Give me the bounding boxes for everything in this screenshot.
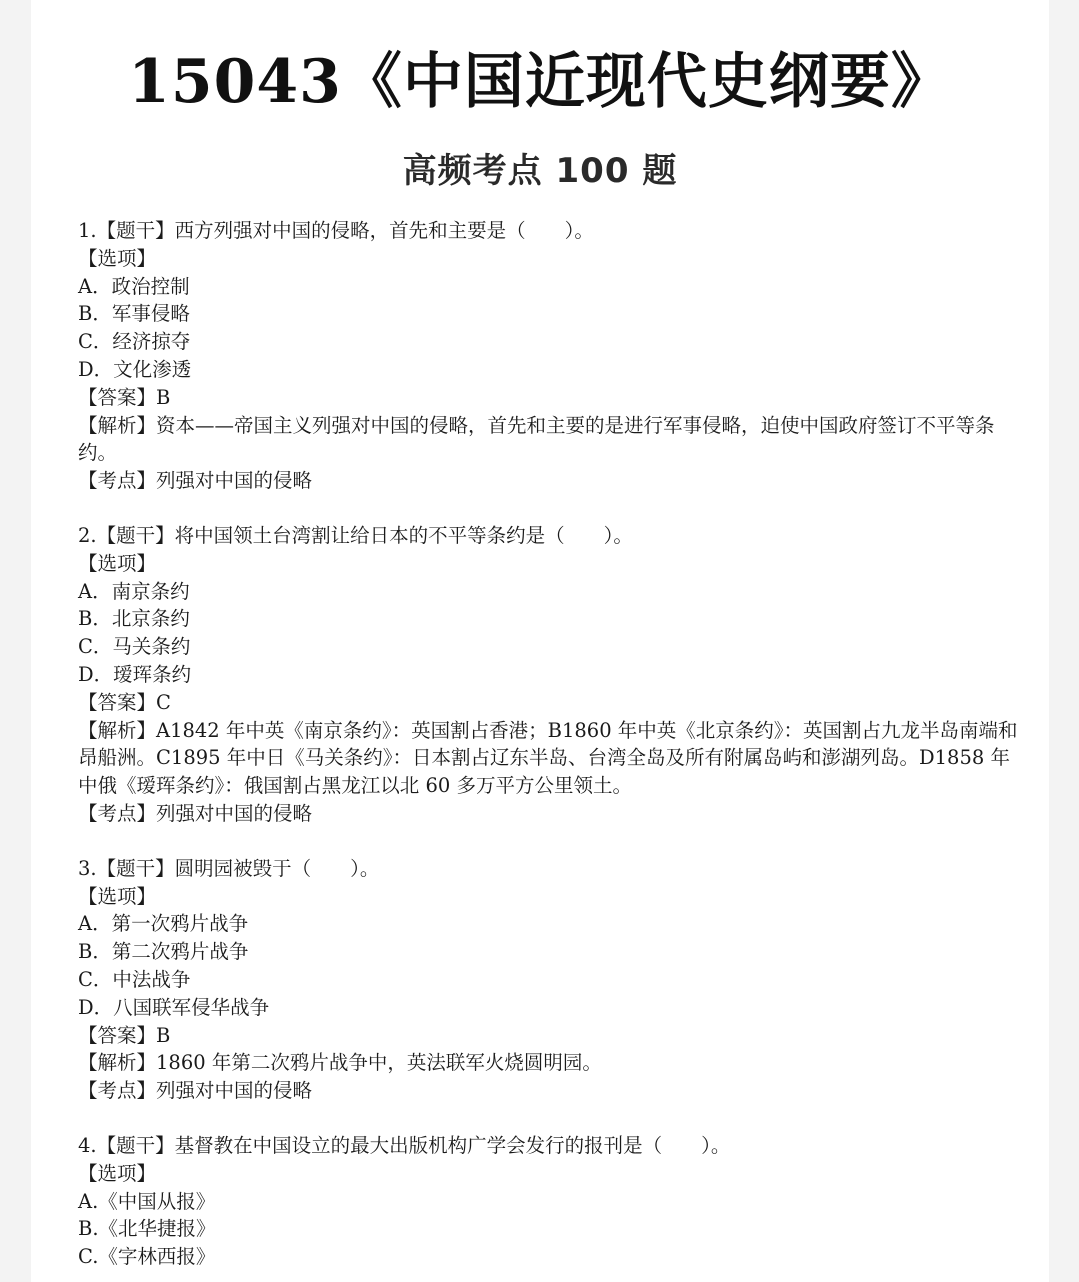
question-item <box>78 217 1018 495</box>
option-c: C.《字林西报》 <box>78 1245 216 1269</box>
exam-point: 【考点】列强对中国的侵略 <box>78 801 313 825</box>
question-item <box>78 1132 1018 1271</box>
question-stem: 4.【题干】基督教在中国设立的最大出版机构广学会发行的报刊是（ ）。 <box>78 1133 731 1157</box>
question-item <box>78 522 1018 828</box>
answer: 【答案】B <box>78 385 171 409</box>
option-d: D．八国联军侵华战争 <box>78 995 270 1019</box>
option-c: C．经济掠夺 <box>78 330 191 354</box>
answer: 【答案】C <box>78 690 171 714</box>
option-c: C．中法战争 <box>78 967 191 991</box>
analysis: 【解析】1860 年第二次鸦片战争中，英法联军火烧圆明园。 <box>78 1051 602 1075</box>
analysis: 【解析】A1842 年中英《南京条约》：英国割占香港；B1860 年中英《北京条约》：英国割占九龙半岛南端和昂船洲。C1895 年中日《马关条约》：日本割占辽东半岛、台湾全岛及所有附属岛屿和澎湖列岛。D1858 年中俄《瑷珲条约》：俄国割占黑龙江以北 60 多万平方公里领土。 <box>78 718 1018 798</box>
analysis: 【解析】资本——帝国主义列强对中国的侵略，首先和主要的是进行军事侵略，迫使中国政府签订不平等条约。 <box>78 413 995 465</box>
option-b: B.《北华捷报》 <box>78 1217 216 1241</box>
exam-point: 【考点】列强对中国的侵略 <box>78 1079 313 1103</box>
options-label: 【选项】 <box>78 246 157 270</box>
question-stem: 1.【题干】西方列强对中国的侵略，首先和主要是（ ）。 <box>78 219 594 242</box>
exam-point: 【考点】列强对中国的侵略 <box>78 469 313 493</box>
question-stem: 2.【题干】将中国领土台湾割让给日本的不平等条约是（ ）。 <box>78 523 633 547</box>
option-d: D．瑷珲条约 <box>78 662 192 686</box>
options-label: 【选项】 <box>78 884 157 908</box>
option-b: B．北京条约 <box>78 607 190 631</box>
document-subtitle: 高频考点 100 题 <box>402 151 678 191</box>
option-a: A．南京条约 <box>78 579 190 603</box>
option-a: A．政治控制 <box>78 274 190 298</box>
option-a: A．第一次鸦片战争 <box>78 912 249 936</box>
options-label: 【选项】 <box>78 551 157 575</box>
question-list <box>78 217 1018 1282</box>
question-item <box>78 855 1018 1105</box>
options-label: 【选项】 <box>78 1161 157 1185</box>
document-page <box>31 0 1049 1282</box>
option-c: C．马关条约 <box>78 635 191 659</box>
option-b: B．第二次鸦片战争 <box>78 940 249 964</box>
option-d: D．文化渗透 <box>78 357 192 381</box>
option-b: B．军事侵略 <box>78 302 190 326</box>
document-title: 15043《中国近现代史纲要》 <box>128 47 952 117</box>
answer: 【答案】B <box>78 1023 171 1047</box>
question-stem: 3.【题干】圆明园被毁于（ ）。 <box>78 856 380 880</box>
option-a: A.《中国从报》 <box>78 1189 216 1213</box>
